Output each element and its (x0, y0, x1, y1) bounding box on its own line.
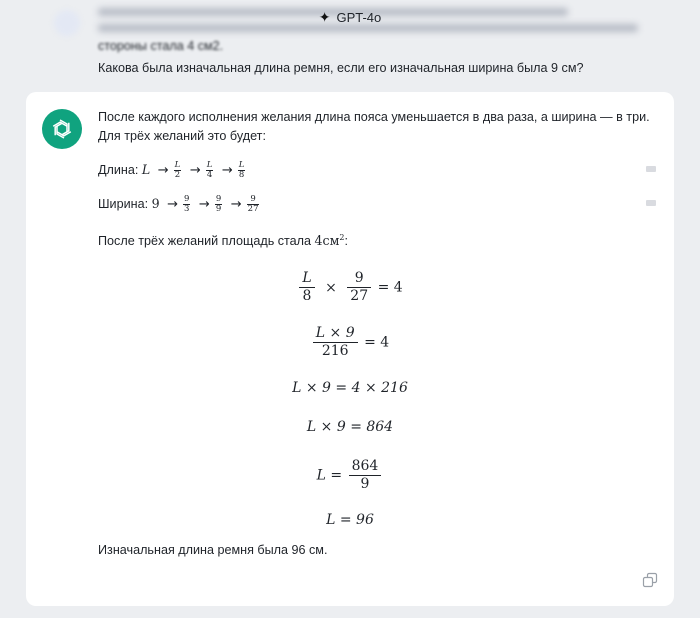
equation-6: L = 96 (326, 512, 374, 528)
copy-icon (642, 572, 658, 588)
copy-button[interactable] (642, 572, 658, 588)
assistant-message (26, 92, 674, 606)
length-start: L (141, 162, 151, 177)
model-header[interactable] (0, 0, 700, 34)
scroll-indicator (646, 200, 656, 206)
answer-conclusion: Изначальная длина ремня была 96 см. (98, 543, 328, 557)
width-start: 9 (151, 196, 160, 211)
equation-3: L × 9 = 4 × 216 (292, 380, 408, 396)
answer-intro: После каждого исполнения желания длина пояса уменьшается в два раза, а ширина — в три. Для трёх желаний это будет: (98, 110, 650, 143)
sparkle-icon: ✦ (318, 8, 331, 25)
length-label: Длина: (98, 163, 139, 177)
user-message-line: стороны стала 4 см2. (98, 39, 224, 53)
equation-1: $\frac{L}{8}$ × $\frac{9}{27}$ = 4 (26, 270, 674, 305)
width-line: Ширина: 9 → $\frac{9}{3}$ → $\frac{9}{9}$ → $\frac{9}{27}$ (98, 194, 259, 215)
equation-2: $\frac{L \times 9}{216}$ = 4 (26, 325, 674, 360)
equation-5: L = $\frac{864}{9}$ (26, 458, 674, 493)
width-label: Ширина: (98, 197, 149, 211)
area-line: После трёх желаний площадь стала $4см^2$: (98, 233, 348, 249)
length-line: Длина: L → $\frac{L}{2}$ → $\frac{L}{4}$ → $\frac{L}{8}$ (98, 160, 245, 181)
scroll-indicator (646, 166, 656, 172)
chatgpt-logo-icon (42, 109, 82, 149)
model-name: GPT-4o (336, 9, 382, 25)
equation-4: L × 9 = 864 (306, 419, 394, 435)
user-question: Какова была изначальная длина ремня, если его изначальная ширина была 9 см? (98, 61, 584, 75)
